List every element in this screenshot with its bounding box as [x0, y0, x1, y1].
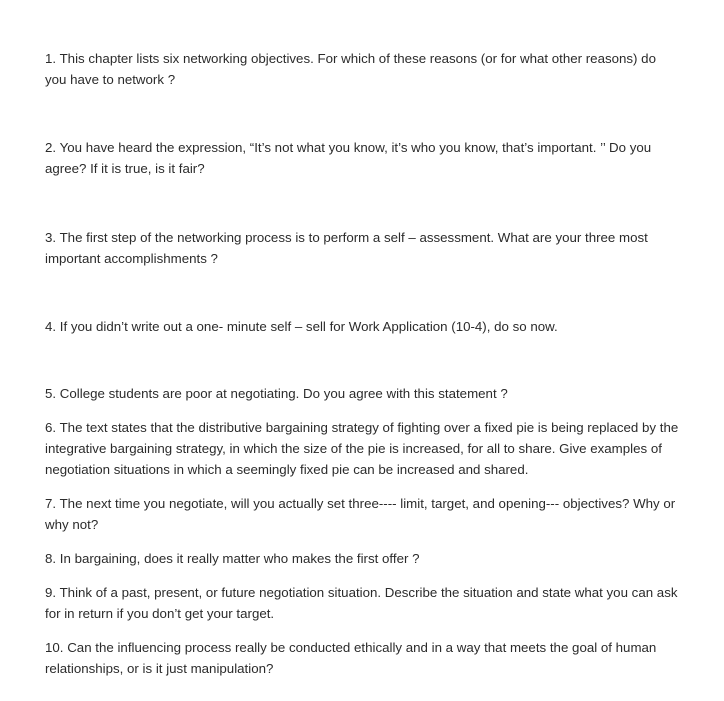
question-5: [45, 383, 681, 404]
question-text: Think of a past, present, or future negotiation situation. Describe the situation and state what you can ask for in return if you don’t get your target.: [45, 585, 678, 621]
question-number: 1.: [45, 51, 57, 66]
question-number: 8.: [45, 551, 57, 566]
question-6: [45, 417, 681, 480]
question-number: 2.: [45, 140, 57, 155]
question-text: Can the influencing process really be conducted ethically and in a way that meets the goal of human relationships, or is it just manipulation?: [45, 640, 657, 676]
question-number: 4.: [45, 319, 57, 334]
question-3: [45, 227, 681, 269]
question-number: 7.: [45, 496, 57, 511]
question-text: This chapter lists six networking objectives. For which of these reasons (or for what other reasons) do you have to network ?: [45, 51, 656, 87]
question-number: 3.: [45, 230, 57, 245]
question-number: 5.: [45, 386, 57, 401]
question-text: College students are poor at negotiating. Do you agree with this statement ?: [59, 386, 508, 401]
question-text: If you didn’t write out a one- minute self – sell for Work Application (10-4), do so now.: [59, 319, 558, 334]
question-text: In bargaining, does it really matter who makes the first offer ?: [59, 551, 420, 566]
question-10: [45, 637, 681, 679]
question-text: You have heard the expression, “It’s not what you know, it’s who you know, that’s important. ’’ Do you agree? If it is true, is it fair?: [45, 140, 652, 176]
question-text: The text states that the distributive bargaining strategy of fighting over a fixed pie is being replaced by the integrative bargaining strategy, in which the size of the pie is increased, for all to share. Give examples of negotiation situations in which a seemingly fixed pie can be increased and shared.: [45, 420, 679, 477]
question-4: [45, 316, 681, 337]
question-1: [45, 48, 681, 90]
question-7: [45, 493, 681, 535]
question-9: [45, 582, 681, 624]
question-number: 10.: [45, 640, 64, 655]
question-8: [45, 548, 681, 569]
question-text: The next time you negotiate, will you actually set three---- limit, target, and opening--- objectives? Why or why not?: [45, 496, 676, 532]
question-2: [45, 137, 681, 179]
question-number: 9.: [45, 585, 57, 600]
question-number: 6.: [45, 420, 57, 435]
question-text: The first step of the networking process is to perform a self – assessment. What are your three most important accomplishments ?: [45, 230, 648, 266]
